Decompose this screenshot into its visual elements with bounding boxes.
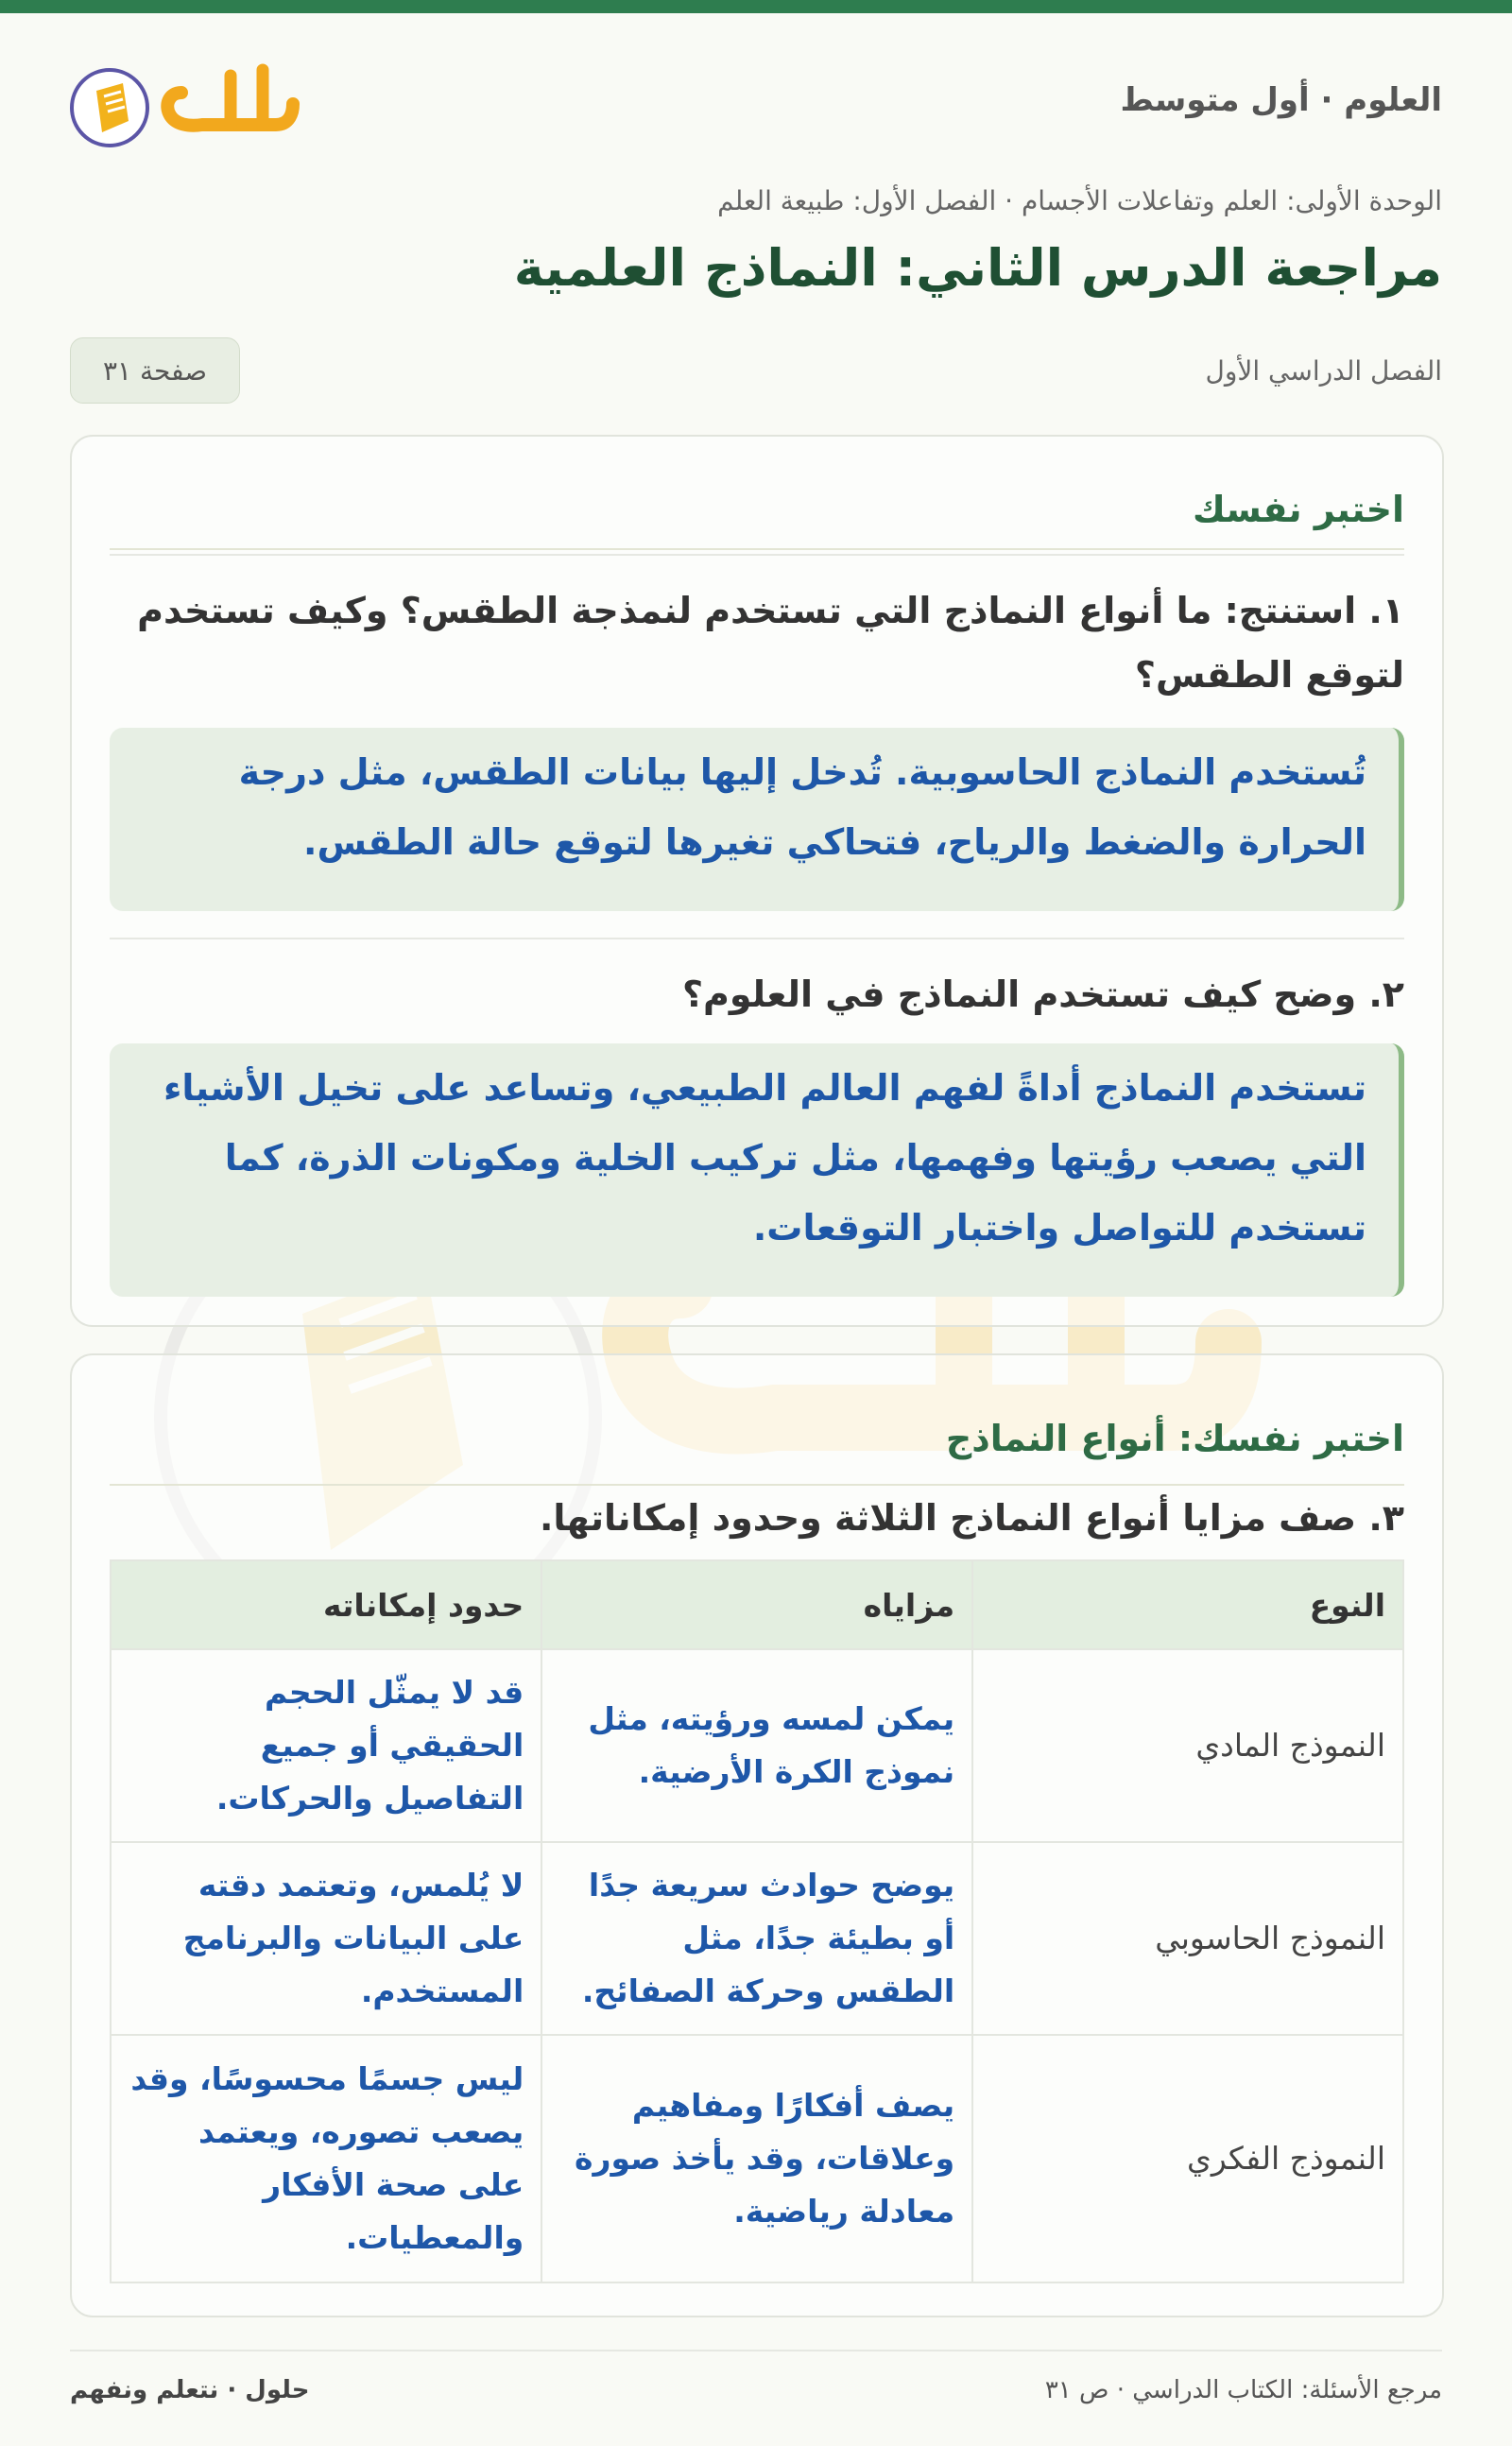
cell-limitations: قد لا يمثّل الحجم الحقيقي أو جميع التفاصيل والحركات. — [111, 1649, 541, 1842]
semester-label: الفصل الدراسي الأول — [1205, 355, 1442, 387]
top-accent-bar — [0, 0, 1512, 13]
footer-divider — [70, 2350, 1442, 2351]
table-row — [111, 1649, 1403, 1842]
page-title: مراجعة الدرس الثاني: النماذج العلمية — [513, 238, 1442, 298]
cell-type: النموذج المادي — [972, 1649, 1403, 1842]
footer-reference: مرجع الأسئلة: الكتاب الدراسي · ص ٣١ — [1044, 2376, 1442, 2404]
breadcrumb: الوحدة الأولى: العلم وتفاعلات الأجسام · الفصل الأول: طبيعة العلم — [717, 185, 1442, 216]
cell-advantages: يمكن لمسه ورؤيته، مثل نموذج الكرة الأرضية. — [541, 1649, 972, 1842]
cell-limitations: لا يُلمس، وتعتمد دقته على البيانات والبرنامج المستخدم. — [111, 1842, 541, 2035]
divider — [110, 938, 1404, 939]
model-types-card — [70, 1353, 1444, 2317]
section-heading: اختبر نفسك: أنواع النماذج — [110, 1393, 1404, 1486]
question-2: ٢. وضح كيف تستخدم النماذج في العلوم؟ — [682, 973, 1404, 1015]
halol-logo[interactable] — [70, 55, 316, 149]
table-row — [111, 2035, 1403, 2282]
section-heading — [110, 471, 1404, 550]
page-number-badge: صفحة ٣١ — [70, 337, 240, 404]
question-1: ١. استنتج: ما أنواع النماذج التي تستخدم لنمذجة الطقس؟ وكيف تستخدم لتوقع الطقس؟ — [137, 590, 1404, 696]
model-types-table — [110, 1559, 1404, 2283]
column-header-advantages: مزاياه — [541, 1560, 972, 1649]
question-3: ٣. صف مزايا أنواع النماذج الثلاثة وحدود إمكاناتها. — [539, 1497, 1404, 1539]
column-header-type: النوع — [972, 1560, 1403, 1649]
section-heading-text: اختبر نفسك — [1193, 489, 1404, 530]
answer-2: تستخدم النماذج أداةً لفهم العالم الطبيعي، وتساعد على تخيل الأشياء التي يصعب رؤيتها وفهمها، مثل تركيب الخلية ومكونات الذرة، كما تستخدم للتواصل واختبار التوقعات. — [110, 1043, 1404, 1297]
table-row — [111, 1842, 1403, 2035]
cell-limitations: ليس جسمًا محسوسًا، وقد يصعب تصوره، ويعتمد على صحة الأفكار والمعطيات. — [111, 2035, 541, 2282]
column-header-limitations: حدود إمكاناته — [111, 1560, 541, 1649]
subject-label: العلوم · أول متوسط — [1120, 81, 1442, 119]
table-header-row — [111, 1560, 1403, 1649]
header — [70, 55, 1442, 149]
self-test-card — [70, 435, 1444, 1327]
cell-advantages: يوضح حوادث سريعة جدًا أو بطيئة جدًا، مثل الطقس وحركة الصفائح. — [541, 1842, 972, 2035]
cell-type: النموذج الحاسوبي — [972, 1842, 1403, 2035]
answer-1: تُستخدم النماذج الحاسوبية. تُدخل إليها بيانات الطقس، مثل درجة الحرارة والضغط والرياح، فتحاكي تغيرها لتوقع حالة الطقس. — [110, 728, 1404, 911]
cell-type: النموذج الفكري — [972, 2035, 1403, 2282]
cell-advantages: يصف أفكارًا ومفاهيم وعلاقات، وقد يأخذ صورة معادلة رياضية. — [541, 2035, 972, 2282]
footer-brand: حلول · نتعلم ونفهم — [70, 2376, 310, 2404]
divider — [110, 554, 1404, 556]
